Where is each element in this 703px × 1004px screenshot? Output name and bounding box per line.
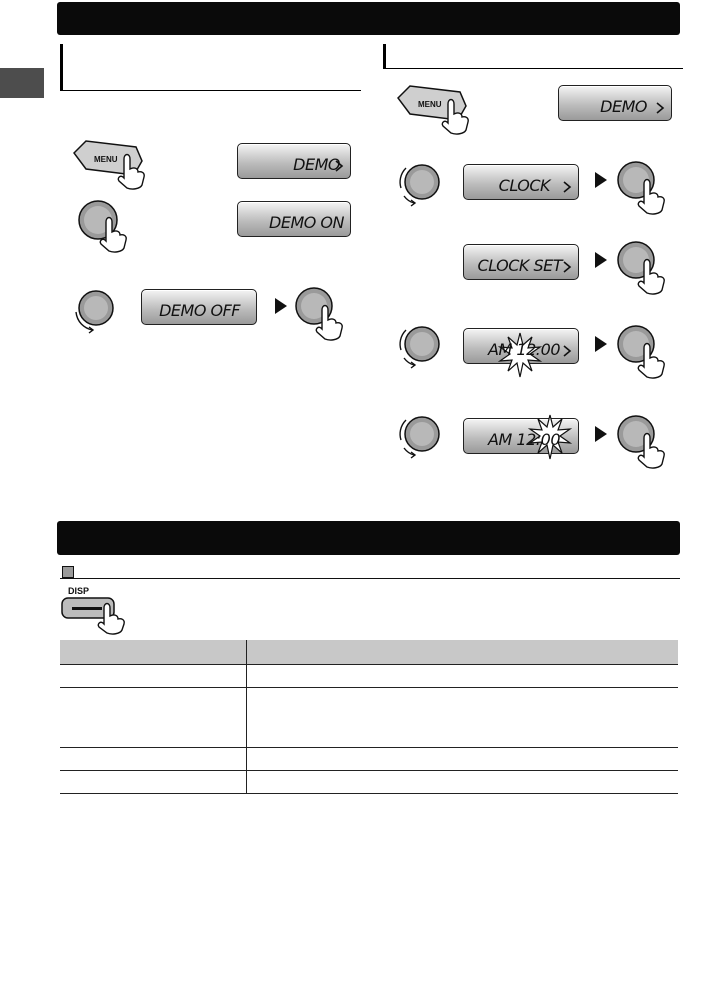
control-knob-press-icon[interactable]: [294, 286, 358, 344]
chevron-right-icon: [560, 180, 574, 194]
lcd-demo: [558, 85, 672, 121]
rotate-knob-icon[interactable]: [396, 412, 444, 460]
table-row: [60, 748, 678, 771]
section-header-bar-top: [57, 2, 680, 35]
section-header-bar-bottom: [57, 521, 680, 555]
lcd-text: AM 12:00: [488, 430, 560, 449]
table-cell: [60, 748, 247, 771]
table-cell: [247, 771, 679, 794]
disp-label: DISP: [68, 586, 90, 596]
control-knob-press-icon[interactable]: [76, 198, 152, 256]
clock-subheading: [383, 44, 683, 69]
table-cell: [247, 688, 679, 748]
control-knob-press-icon[interactable]: [616, 414, 680, 472]
arrow-right-icon: [593, 424, 609, 444]
lcd-text: CLOCK: [498, 176, 550, 195]
table-row: [60, 665, 678, 688]
subsection-rule: [60, 578, 680, 579]
side-tab: [0, 68, 44, 98]
subsection-square-icon: [62, 566, 74, 578]
info-table: [60, 640, 678, 794]
lcd-text: CLOCK SET: [477, 256, 562, 275]
chevron-right-icon: [560, 344, 574, 358]
arrow-right-icon: [273, 296, 289, 316]
table-cell: [60, 771, 247, 794]
table-cell: [247, 665, 679, 688]
rotate-knob-icon[interactable]: [70, 288, 118, 336]
menu-button-press-icon[interactable]: [396, 80, 476, 135]
table-cell: [60, 665, 247, 688]
table-row: [60, 688, 678, 748]
disp-button-press-icon[interactable]: [60, 584, 136, 636]
arrow-right-icon: [593, 170, 609, 190]
menu-label: MENU: [94, 155, 118, 164]
lcd-text: DEMO ON: [269, 213, 344, 232]
lcd-clock-set: [463, 244, 579, 280]
table-header-row: [60, 640, 678, 665]
lcd-text: AM 12:00: [488, 340, 560, 359]
lcd-text: DEMO: [293, 155, 340, 174]
table-header-cell: [247, 640, 679, 665]
table-cell: [60, 688, 247, 748]
rotate-knob-icon[interactable]: [396, 322, 444, 370]
arrow-right-icon: [593, 334, 609, 354]
menu-button-press-icon[interactable]: [72, 135, 152, 190]
lcd-minute: [463, 418, 579, 454]
chevron-right-icon: [332, 159, 346, 173]
lcd-clock: [463, 164, 579, 200]
control-knob-press-icon[interactable]: [616, 240, 680, 298]
lcd-text: DEMO OFF: [159, 301, 240, 320]
lcd-demo-on: [237, 201, 351, 237]
menu-label: MENU: [418, 100, 442, 109]
control-knob-press-icon[interactable]: [616, 160, 680, 218]
control-knob-press-icon[interactable]: [616, 324, 680, 382]
table-header-cell: [60, 640, 247, 665]
arrow-right-icon: [593, 250, 609, 270]
lcd-demo-off: [141, 289, 257, 325]
chevron-right-icon: [653, 101, 667, 115]
lcd-demo: [237, 143, 351, 179]
chevron-right-icon: [560, 260, 574, 274]
rotate-knob-icon[interactable]: [396, 160, 444, 208]
table-row: [60, 771, 678, 794]
table-cell: [247, 748, 679, 771]
lcd-text: DEMO: [600, 97, 647, 116]
lcd-hour: [463, 328, 579, 364]
demo-subheading: [60, 44, 361, 91]
